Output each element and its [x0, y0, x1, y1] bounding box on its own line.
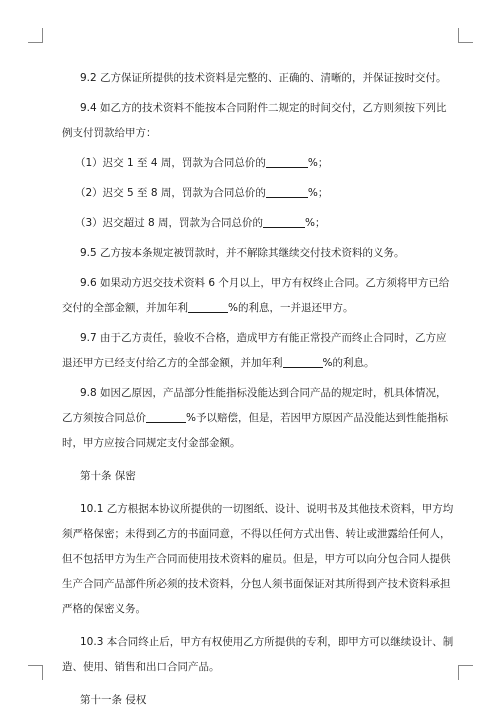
- blank-line: [266, 186, 308, 198]
- clause-9-5: 9.5 乙方按本条规定被罚款时，并不解除其继续交付技术资料的义务。: [80, 247, 405, 259]
- clause-9-7-line1: 9.7 由于乙方责任，验收不合格，造成甲方有能正常投产而终止合同时，乙方应: [80, 332, 447, 344]
- clause-10-1-line1: 10.1 乙方根据本协议所提供的一切图纸、设计、说明书及其他技术资料，甲方均: [80, 503, 454, 515]
- crop-mark-bottom-left: [28, 665, 43, 680]
- article-10-heading: 第十条 保密: [80, 470, 136, 482]
- crop-mark-top-left: [28, 28, 43, 43]
- clause-10-3-line2: 造、使用、销售和出口合同产品。: [62, 661, 220, 673]
- clause-9-4-line2: 例支付罚款给甲方：: [62, 127, 157, 139]
- clause-10-1-line5: 严格的保密义务。: [62, 603, 146, 615]
- penalty-item-2: （2）迟交 5 至 8 周，罚款为合同总价的 %；: [75, 187, 329, 199]
- blank-line: [283, 356, 323, 368]
- blank-line: [263, 216, 305, 228]
- clause-9-6-line2: 交付的全部金额，并加年利 %的利息，一并退还甲方。: [62, 302, 354, 314]
- penalty-item-3: （3）迟交超过 8 周，罚款为合同总价的 %；: [75, 217, 326, 229]
- clause-9-6-line1: 9.6 如果动方迟交技术资料 6 个月以上，甲方有权终止合同。乙方须将甲方已给: [80, 277, 450, 289]
- blank-line: [266, 156, 308, 168]
- article-11-heading: 第十一条 侵权: [80, 694, 147, 706]
- clause-9-8-line3: 时，甲方应按合同规定支付金部金额。: [62, 437, 241, 449]
- clause-10-1-line4: 生产合同产品部件所必须的技术资料，分包人须书面保证对其所得到产技术资料承担: [62, 578, 451, 590]
- crop-mark-top-right: [458, 28, 473, 43]
- clause-9-4-line1: 9.4 如乙方的技术资料不能按本合同附件二规定的时间交付，乙方则须按下列比: [80, 102, 447, 114]
- clause-10-1-line3: 但不包括甲方为生产合同而使用技术资料的雇员。但是，甲方可以向分包合同人提供: [62, 553, 451, 565]
- clause-10-1-line2: 须严格保密；未得到乙方的书面同意，不得以任何方式出售、转让或泄露给任何人，: [62, 528, 451, 540]
- document-page: [62, 66, 454, 713]
- clause-9-7-line2: 退还甲方已经支付给乙方的全部金额，并加年利 %的利息。: [62, 357, 375, 369]
- blank-line: [188, 301, 228, 313]
- clause-9-8-line2: 乙方须按合同总价 %予以赔偿，但是，若因甲方原因产品没能达到性能指标: [62, 412, 448, 424]
- clause-9-2: 9.2 乙方保证所提供的技术资料是完整的、正确的、清晰的，并保证按时交付。: [80, 72, 447, 84]
- blank-line: [146, 411, 186, 423]
- clause-9-8-line1: 9.8 如因乙原因，产品部分性能指标没能达到合同产品的规定时，机具体情况，: [80, 387, 447, 399]
- clause-10-3-line1: 10.3 本合同终止后，甲方有权使用乙方所提供的专利，即甲方可以继续设计、制: [80, 636, 454, 648]
- crop-mark-bottom-right: [458, 665, 473, 680]
- penalty-item-1: （1）迟交 1 至 4 周，罚款为合同总价的 %；: [75, 157, 329, 169]
